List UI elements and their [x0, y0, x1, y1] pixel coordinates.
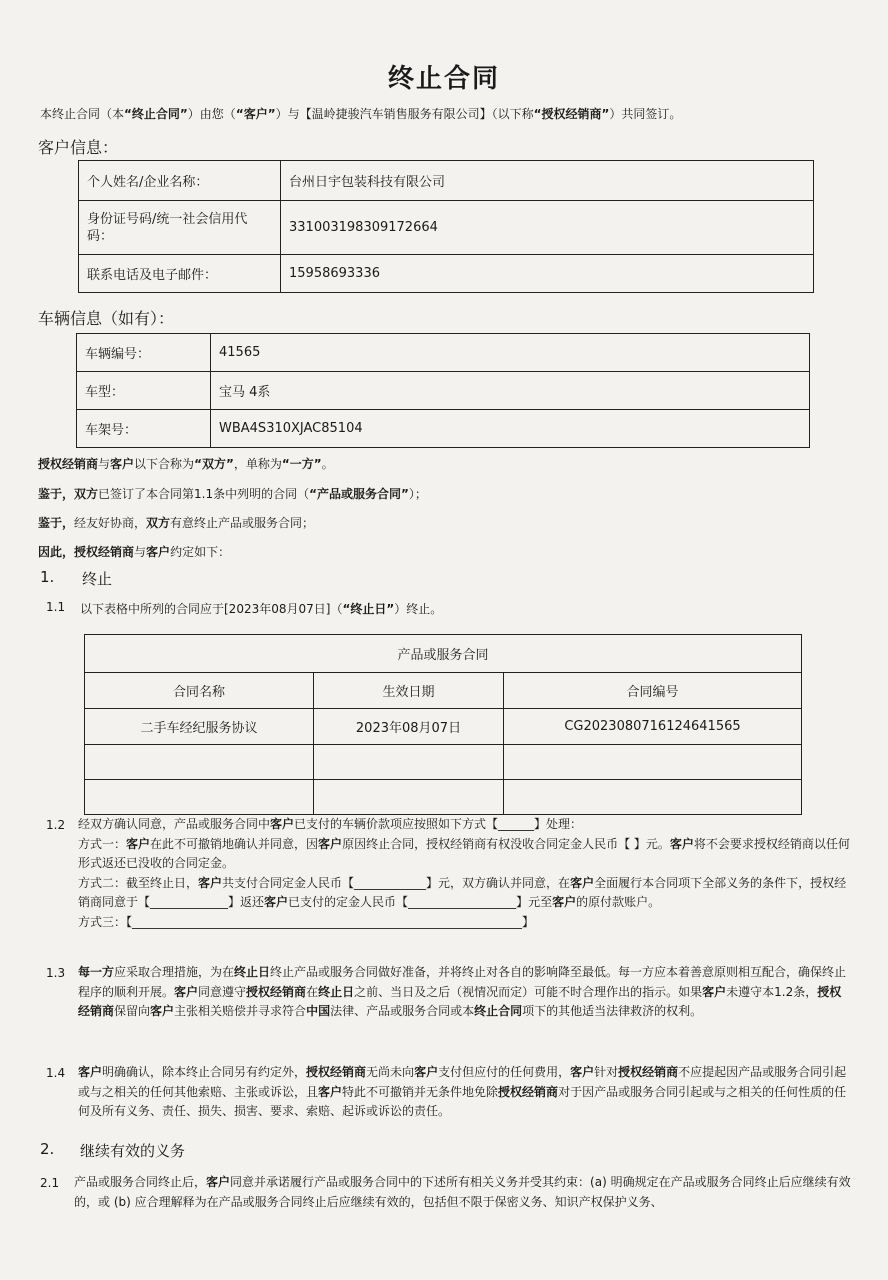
clause-1-3-text: 每一方应采取合理措施，为在终止日终止产品或服务合同做好准备，并将终止对各自的影响降至最低。每一方应本着善意原则相互配合，确保终止程序的顺利开展。客户同意遵守授权经销商在终止日之前、当日及之后（视情况而定）可能不时合理作出的指示。如果客户未遵守本1.2条，授权经销商保留向客户主张相关赔偿并寻求符合中国法律、产品或服务合同或本终止合同项下的其他适当法律救济的权利。 — [78, 965, 847, 1018]
method-3: 方式三：【_________________________________________________________________】 — [78, 914, 535, 929]
customer-info-table — [78, 160, 814, 293]
table-cell: 二手车经纪服务协议 — [85, 709, 314, 745]
clause-1-1-number: 1.1 — [46, 600, 66, 614]
row-value: 41565 — [211, 334, 810, 372]
table-caption-row — [85, 635, 802, 673]
whereas-1: 鉴于，双方已签订了本合同第1.1条中列明的合同（“产品或服务合同”）； — [38, 487, 427, 501]
table-cell: CG2023080716124641565 — [504, 709, 802, 745]
row-label: 车架号： — [77, 410, 211, 448]
table-row — [77, 334, 810, 372]
table-cell — [504, 745, 802, 780]
row-label: 车辆编号： — [77, 334, 211, 372]
column-header: 合同名称 — [85, 673, 314, 709]
vehicle-info-heading: 车辆信息（如有）： — [38, 309, 175, 328]
document-title: 终止合同 — [387, 64, 500, 94]
row-value: 331003198309172664 — [281, 201, 814, 255]
row-label: 个人姓名/企业名称： — [79, 161, 281, 201]
method-2: 方式二：截至终止日，客户共支付合同定金人民币【____________】元，双方确认并同意，在客户全面履行本合同项下全部义务的条件下，授权经销商同意于【_____________】返还客户已支付的定金人民币【__________________】元至客户的原付款账户。 — [78, 875, 847, 909]
row-value: WBA4S310XJAC85104 — [211, 410, 810, 448]
section-2-number: 2. — [40, 1140, 55, 1158]
table-row — [85, 745, 802, 780]
clause-1-4-text: 客户明确确认，除本终止合同另有约定外，授权经销商无尚未向客户支付但应付的任何费用，客户针对授权经销商不应提起因产品或服务合同引起或与之相关的任何其他索赔、主张或诉讼，且客户特此不可撤销并无条件地免除授权经销商对于因产品或服务合同引起或与之相关的任何性质的任何及所有义务、责任、损失、损害、要求、索赔、起诉或诉讼的责任。 — [78, 1065, 847, 1118]
row-label: 车型： — [77, 372, 211, 410]
whereas-2: 鉴于，经友好协商，双方有意终止产品或服务合同； — [38, 516, 315, 530]
vehicle-info-table — [76, 333, 810, 448]
intro-paragraph: 本终止合同（本“终止合同”）由您（“客户”）与【温岭捷骏汽车销售服务有限公司】（以下称“授权经销商”）共同签订。 — [40, 107, 682, 121]
table-cell — [314, 745, 504, 780]
clause-2-1-text: 产品或服务合同终止后，客户同意并承诺履行产品或服务合同中的下述所有相关义务并受其约束：(a) 明确规定在产品或服务合同终止后应继续有效的，或 (b) 应合理解释为在产品或服务合同终止后应继续有效的，包括但不限于保密义务、知识产权保护义务、 — [74, 1175, 851, 1209]
clause-1-4-number: 1.4 — [46, 1066, 66, 1080]
table-row — [79, 201, 814, 255]
column-header: 生效日期 — [314, 673, 504, 709]
clause-1-2-text — [78, 815, 853, 932]
table-cell — [85, 780, 314, 815]
clause-1-1-text: 以下表格中所列的合同应于[2023年08月07日]（“终止日”）终止。 — [80, 602, 443, 616]
column-header: 合同编号 — [504, 673, 802, 709]
clause-1-2-line-1: 经双方确认同意，产品或服务合同中客户已支付的车辆价款项应按照如下方式【______】处理： — [78, 817, 583, 831]
clause-2-1-number: 2.1 — [40, 1176, 60, 1190]
table-row — [77, 410, 810, 448]
table-row — [79, 161, 814, 201]
row-value: 宝马 4系 — [211, 372, 810, 410]
section-2-title: 继续有效的义务 — [80, 1142, 186, 1160]
method-1: 方式一：客户在此不可撤销地确认并同意，因客户原因终止合同，授权经销商有权没收合同定金人民币【 】元。客户将不会要求授权经销商以任何形式返还已没收的合同定金。 — [78, 836, 850, 870]
table-cell — [314, 780, 504, 815]
table-row — [77, 372, 810, 410]
row-label: 联系电话及电子邮件： — [79, 255, 281, 293]
table-cell: 2023年08月07日 — [314, 709, 504, 745]
section-1-number: 1. — [40, 568, 55, 586]
table-row — [79, 255, 814, 293]
table-row — [85, 709, 802, 745]
table-cell — [504, 780, 802, 815]
row-value: 台州日宇包装科技有限公司 — [281, 161, 814, 201]
row-label: 身份证号码/统一社会信用代码： — [79, 201, 281, 255]
row-value: 15958693336 — [281, 255, 814, 293]
table-cell — [85, 745, 314, 780]
customer-info-heading: 客户信息： — [38, 138, 119, 157]
table-row — [85, 780, 802, 815]
therefore: 因此，授权经销商与客户约定如下： — [38, 545, 231, 559]
table-header-row — [85, 673, 802, 709]
definition-parties: 授权经销商与客户以下合称为“双方”，单称为“一方”。 — [38, 457, 334, 471]
clause-1-3-number: 1.3 — [46, 966, 66, 980]
table-caption: 产品或服务合同 — [85, 635, 802, 673]
clause-1-2-number: 1.2 — [46, 818, 66, 832]
section-1-title: 终止 — [82, 570, 113, 588]
terminated-contracts-table — [84, 634, 802, 815]
